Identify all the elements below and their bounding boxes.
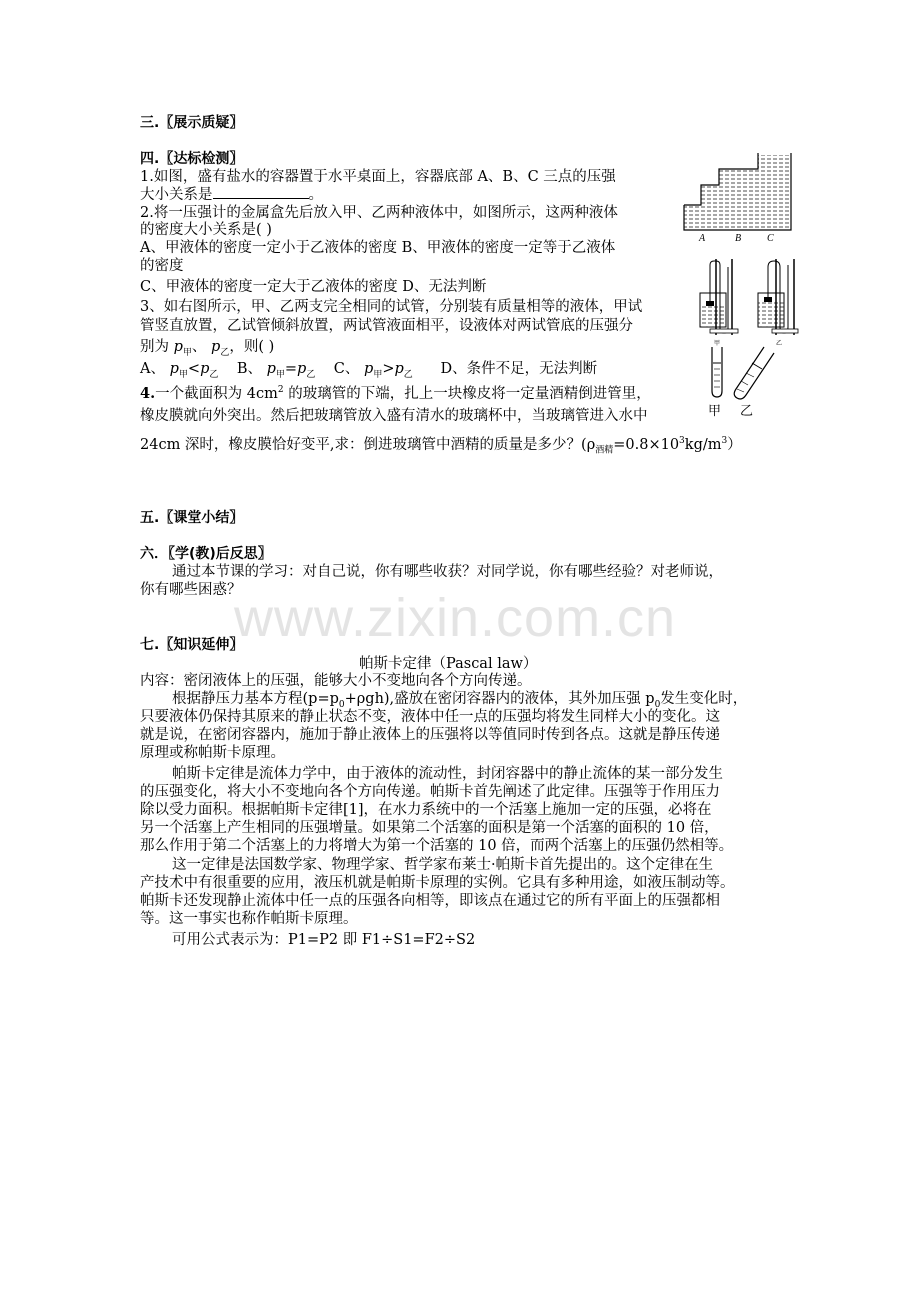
q4-sub-alcohol: 酒精 — [595, 445, 614, 456]
sub-yi: 乙 — [306, 369, 316, 380]
opt-a-label: A、 — [140, 361, 165, 377]
q2-line3: A、甲液体的密度一定小于乙液体的密度 B、甲液体的密度一定等于乙液体 — [140, 240, 616, 256]
q4-text-b: 的玻璃管的下端，扎上一块橡皮将一定量酒精倒进管里， — [283, 385, 651, 402]
para2-line2: 的压强变化，将大小不变地向各个方向传递。帕斯卡首先阐述了此定律。压强等于作用压力 — [140, 784, 720, 800]
p-symbol: p — [173, 339, 183, 355]
figure-pressure-gauges — [696, 257, 800, 347]
reflection-line1: 通过本节课的学习：对自己说，你有哪些收获？对同学说，你有哪些经验？对老师说， — [172, 564, 723, 580]
para1-a: 根据静压力基本方程(p=p — [172, 691, 339, 707]
formula-line: 可用公式表示为：P1=P2 即 F1÷S1=F2÷S2 — [172, 932, 476, 948]
para3-line4: 等。这一事实也称作帕斯卡原理。 — [140, 911, 358, 927]
watermark: www.zixin.com.cn — [234, 588, 677, 648]
q4-line3-e: ） — [727, 436, 742, 453]
figure-test-tubes — [706, 345, 786, 421]
q1-end: 。 — [308, 187, 323, 203]
p-symbol: p — [297, 361, 307, 377]
q3-line3: 别为 $p_甲$、 $p_乙$，则( ) — [140, 339, 275, 358]
para1-line4: 原理或称帕斯卡原理。 — [140, 745, 285, 761]
q4-line3-a: 24cm 深时，橡皮膜恰好变平,求：倒进玻璃管中酒精的质量是多少？(ρ — [140, 436, 596, 453]
sub-jia: 甲 — [182, 347, 192, 358]
q4-line1 — [140, 382, 651, 403]
sub-jia: 甲 — [275, 369, 285, 380]
sub-zero: 0 — [654, 699, 661, 710]
fig3-label-yi: 乙 — [740, 404, 754, 419]
q4-line2: 橡皮膜就向外突出。然后把玻璃管放入盛有清水的玻璃杯中，当玻璃管进入水中 — [140, 408, 648, 424]
q2-line4: 的密度 — [140, 258, 184, 274]
q4-line3-b: =0.8×10 — [613, 436, 680, 453]
q4-line3-c: kg/m — [684, 436, 722, 453]
sub-yi: 乙 — [403, 369, 413, 380]
q4-sup-3b: 3 — [721, 436, 728, 446]
q1-line1: 1.如图，盛有盐水的容器置于水平桌面上，容器底部 A、B、C 三点的压强 — [140, 169, 616, 185]
p-symbol: p — [364, 361, 374, 377]
sub-zero: 0 — [338, 699, 345, 710]
q4-sup-3: 3 — [679, 436, 685, 446]
q1-line2 — [140, 186, 323, 204]
opt-c-label: C、 — [333, 361, 360, 377]
q2-line5: C、甲液体的密度一定大于乙液体的密度 D、无法判断 — [140, 279, 487, 295]
figure-stepped-container — [683, 153, 793, 243]
para3-line1: 这一定律是法国数学家、物理学家、哲学家布莱士·帕斯卡首先提出的。这个定律在生 — [172, 857, 714, 873]
q4-number: 4. — [140, 384, 156, 402]
para1-line2: 只要液体仍保持其原来的静止状态不变，液体中任一点的压强均将发生同样大小的变化。这 — [140, 709, 720, 725]
para1-line3: 就是说，在密闭容器内，施加于静止液体上的压强将以等值同时传到各点。这就是静压传递 — [140, 727, 720, 743]
fig2-label-yi: 乙 — [776, 340, 783, 347]
q3-label: 别为 — [140, 339, 169, 355]
op-lt: < — [187, 361, 201, 377]
para2-line5: 那么作用于第二个活塞上的力将增大为第一个活塞的 10 倍，而两个活塞上的压强仍然相等。 — [140, 838, 734, 854]
q2-line1: 2.将一压强计的金属盒先后放入甲、乙两种液体中，如图所示，这两种液体 — [140, 205, 618, 221]
fig3-label-jia: 甲 — [708, 404, 722, 419]
opt-d-label: D、条件不足，无法判断 — [440, 361, 598, 377]
op-gt: > — [382, 361, 395, 377]
para3-line3: 帕斯卡还发现静止流体中任一点的压强各向相等，即该点在通过它的所有平面上的压强都相 — [140, 893, 720, 909]
para2-line4: 另一个活塞上产生相同的压强增量。如果第二个活塞的面积是第一个活塞的面积的 10 倍， — [140, 820, 719, 836]
para3-line2: 产技术中有很重要的应用，液压机就是帕斯卡原理的实例。它具有多种用途，如液压制动等。 — [140, 875, 735, 891]
q3-options — [140, 361, 597, 384]
sub-yi: 乙 — [220, 347, 230, 358]
q2-line2: 的密度大小关系是( ) — [140, 222, 272, 238]
q4-line3 — [140, 433, 742, 460]
opt-b-label: B、 — [236, 361, 262, 377]
para2-line1: 帕斯卡定律是流体力学中，由于液体的流动性，封闭容器中的静止流体的某一部分发生 — [172, 766, 723, 782]
fig2-label-jia: 甲 — [714, 340, 721, 347]
fig1-label-a: A — [699, 233, 706, 244]
extension-content: 内容：密闭液体上的压强，能够大小不变地向各个方向传递。 — [140, 673, 532, 689]
p-symbol: p — [266, 361, 276, 377]
section-4-heading: 四.〖达标检测〗 — [140, 151, 244, 167]
section-3-heading: 三.〖展示质疑〗 — [140, 115, 244, 131]
para1-b: +ρgh),盛放在密闭容器内的液体，其外加压强 p — [344, 691, 655, 707]
q4-text-a: 一个截面积为 4cm — [155, 385, 278, 402]
reflection-line2: 你有哪些困惑？ — [140, 582, 242, 598]
q1-prompt: 大小关系是 — [140, 187, 213, 203]
fig1-label-b: B — [735, 233, 742, 244]
p-symbol: p — [200, 361, 210, 377]
p-symbol: p — [169, 361, 179, 377]
section-5-heading: 五.〖课堂小结〗 — [140, 510, 244, 526]
section-6-heading: 六．〖学(教)后反思〗 — [140, 546, 272, 562]
p-symbol: p — [211, 339, 221, 355]
q1-answer-blank — [213, 186, 309, 199]
sub-jia: 甲 — [178, 369, 188, 380]
para2-line3: 除以受力面积。根据帕斯卡定律[1]，在水力系统中的一个活塞上施加一定的压强，必将在 — [140, 802, 712, 818]
sub-jia: 甲 — [373, 369, 383, 380]
q4-sup-2: 2 — [277, 385, 284, 395]
fig1-label-c: C — [767, 233, 774, 244]
extension-title: 帕斯卡定律（Pascal law） — [359, 656, 538, 672]
q3-line1: 3、如右图所示，甲、乙两支完全相同的试管，分别装有质量相等的液体，甲试 — [140, 299, 643, 315]
section-7-heading: 七.〖知识延伸〗 — [140, 637, 244, 653]
q3-then: ，则( ) — [229, 339, 275, 355]
p-symbol: p — [394, 361, 404, 377]
para1-c: 发生变化时， — [660, 691, 748, 707]
sub-yi: 乙 — [209, 369, 219, 380]
op-eq: = — [284, 361, 298, 377]
q3-line2: 管竖直放置，乙试管倾斜放置，两试管液面相平，设液体对两试管底的压强分 — [140, 318, 633, 334]
